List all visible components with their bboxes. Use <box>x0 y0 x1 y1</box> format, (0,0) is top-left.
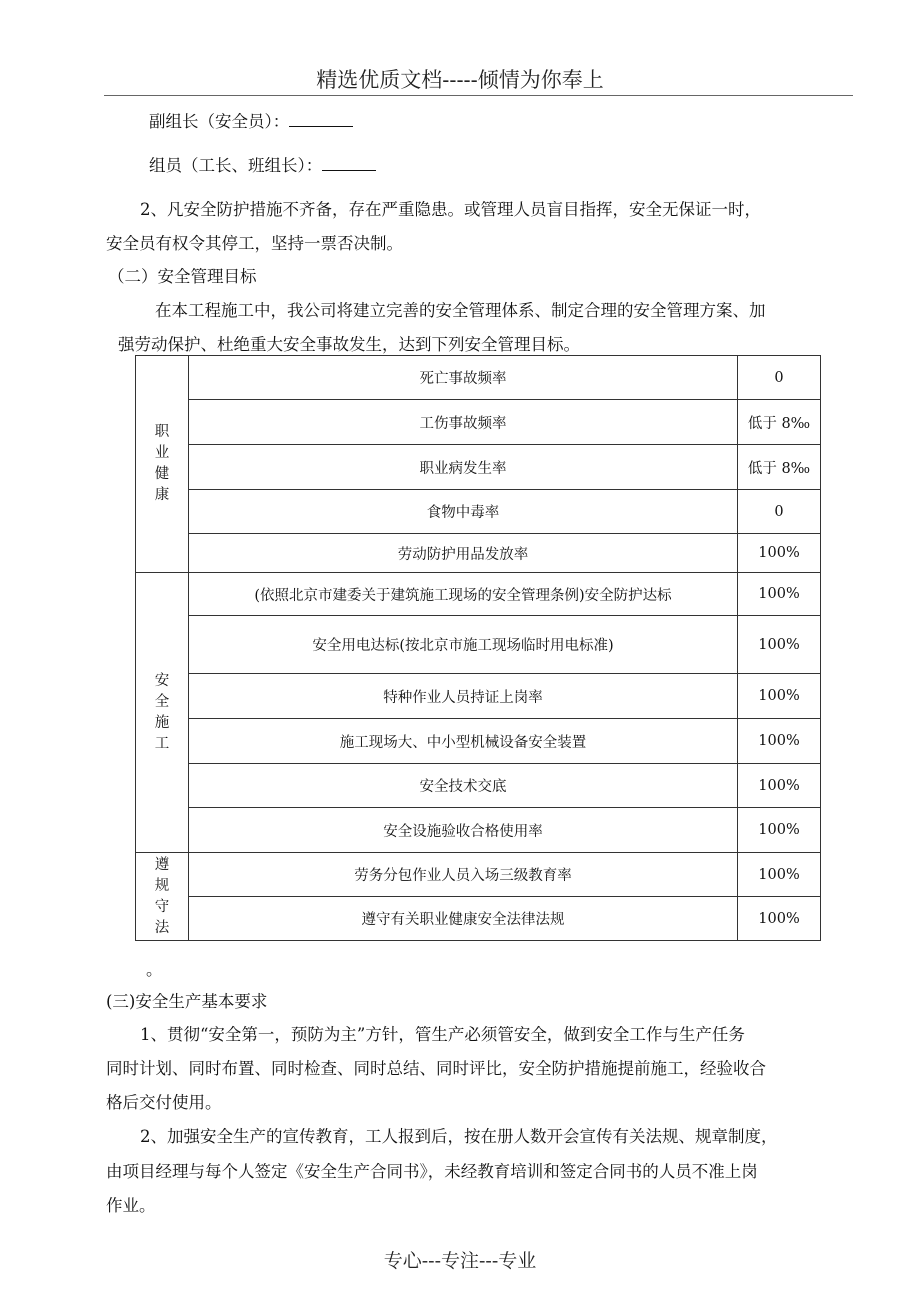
goal-value: 100% <box>738 808 821 853</box>
members-blank <box>322 152 376 171</box>
goal-item: 安全技术交底 <box>189 764 738 808</box>
category-char: 全 <box>154 693 170 710</box>
goal-item: 劳动防护用品发放率 <box>189 534 738 573</box>
goal-item: 工伤事故频率 <box>189 400 738 445</box>
table-row <box>136 808 821 853</box>
category-char: 健 <box>154 466 170 482</box>
goal-item: 职业病发生率 <box>189 445 738 490</box>
table-row <box>136 764 821 808</box>
safety-goals-table <box>135 355 821 941</box>
category-char: 安 <box>154 672 170 689</box>
para-2-line-1: 2、凡安全防护措施不齐备，存在严重隐患。或管理人员盲目指挥，安全无保证一时， <box>140 200 761 219</box>
goal-item: 食物中毒率 <box>189 490 738 534</box>
goal-value: 100% <box>738 897 821 941</box>
category-char: 业 <box>154 445 170 461</box>
goal-value: 低于 8‰ <box>738 445 821 490</box>
category-char: 法 <box>154 919 170 936</box>
goal-item: 安全设施验收合格使用率 <box>189 808 738 853</box>
goal-value: 100% <box>738 853 821 897</box>
table-row <box>136 616 821 674</box>
section-2-intro-line-1: 在本工程施工中，我公司将建立完善的安全管理体系、制定合理的安全管理方案、加 <box>155 301 766 320</box>
goal-value: 100% <box>738 573 821 616</box>
goal-value: 100% <box>738 719 821 764</box>
goal-item: 施工现场大、中小型机械设备安全装置 <box>189 719 738 764</box>
category-char: 康 <box>154 487 170 503</box>
goal-value: 0 <box>738 490 821 534</box>
category-occupational-health <box>136 356 189 573</box>
category-char: 职 <box>154 424 170 440</box>
goal-value: 100% <box>738 534 821 573</box>
table-row <box>136 897 821 941</box>
table-note: 。 <box>146 960 163 979</box>
goal-item: 死亡事故频率 <box>189 356 738 400</box>
table-row <box>136 490 821 534</box>
goal-item: 特种作业人员持证上岗率 <box>189 674 738 719</box>
goal-item: (依照北京市建委关于建筑施工现场的安全管理条例)安全防护达标 <box>189 573 738 616</box>
category-char: 施 <box>154 714 170 731</box>
page-header: 精选优质文档-----倾情为你奉上 <box>316 68 604 92</box>
table-row <box>136 853 821 897</box>
goal-item: 安全用电达标(按北京市施工现场临时用电标准) <box>189 616 738 674</box>
category-compliance <box>136 853 189 941</box>
section-3-item-1-line-2: 同时计划、同时布置、同时检查、同时总结、同时评比，安全防护措施提前施工，经验收合 <box>106 1059 766 1078</box>
goal-value: 低于 8‰ <box>738 400 821 445</box>
deputy-leader-line <box>149 108 353 132</box>
category-char: 守 <box>154 898 170 915</box>
deputy-leader-blank <box>289 108 353 127</box>
category-safe-construction <box>136 573 189 853</box>
section-3-item-2-line-1: 2、加强安全生产的宣传教育，工人报到后，按在册人数开会宣传有关法规、规章制度， <box>140 1127 778 1146</box>
table-row <box>136 356 821 400</box>
section-2-intro-line-2: 强劳动保护、杜绝重大安全事故发生，达到下列安全管理目标。 <box>118 335 580 354</box>
table-row <box>136 674 821 719</box>
table-row <box>136 400 821 445</box>
page-footer: 专心---专注---专业 <box>383 1250 537 1272</box>
section-2-title: （二）安全管理目标 <box>108 267 257 286</box>
category-char: 规 <box>154 877 170 894</box>
goal-value: 100% <box>738 764 821 808</box>
section-3-item-2-line-2: 由项目经理与每个人签定《安全生产合同书》，未经教育培训和签定合同书的人员不准上岗 <box>106 1162 758 1181</box>
section-3-item-2-line-3: 作业。 <box>106 1196 156 1215</box>
deputy-leader-label: 副组长（安全员）： <box>149 112 290 131</box>
goal-value: 0 <box>738 356 821 400</box>
header-divider <box>104 95 853 96</box>
goal-item: 劳务分包作业人员入场三级教育率 <box>189 853 738 897</box>
section-3-item-1-line-1: 1、贯彻“安全第一，预防为主”方针，管生产必须管安全，做到安全工作与生产任务 <box>140 1025 745 1044</box>
members-line <box>149 152 376 176</box>
table-row <box>136 534 821 573</box>
category-char: 遵 <box>154 856 170 873</box>
table-row <box>136 445 821 490</box>
goal-item: 遵守有关职业健康安全法律法规 <box>189 897 738 941</box>
table-row <box>136 719 821 764</box>
section-3-item-1-line-3: 格后交付使用。 <box>106 1093 222 1112</box>
members-label: 组员（工长、班组长）： <box>149 156 323 175</box>
goal-value: 100% <box>738 674 821 719</box>
category-char: 工 <box>154 735 170 752</box>
goal-value: 100% <box>738 616 821 674</box>
section-3-title: (三)安全生产基本要求 <box>106 992 268 1011</box>
table-row <box>136 573 821 616</box>
para-2-line-2: 安全员有权令其停工，坚持一票否决制。 <box>106 234 403 253</box>
